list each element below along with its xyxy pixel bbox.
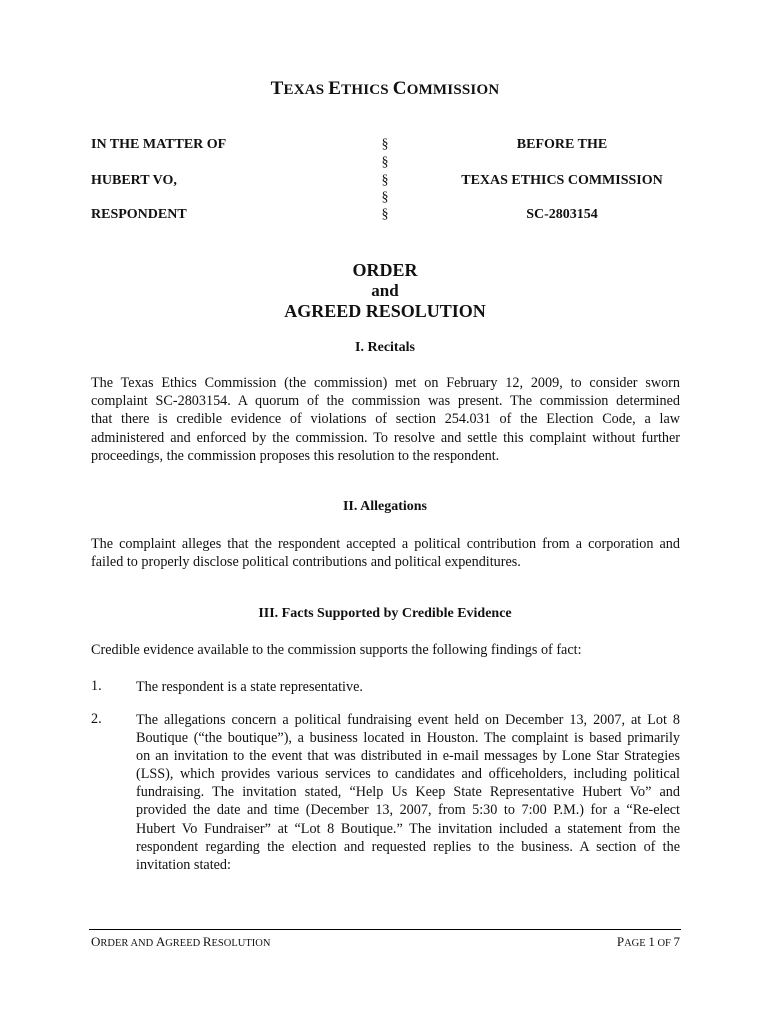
title-part-0: T (270, 78, 284, 99)
footer-right-part: 7 (673, 934, 680, 949)
caption-right-commission: TEXAS ETHICS COMMISSION (461, 173, 663, 188)
footer-left-part: ESOLUTION (211, 938, 271, 949)
footer-right-part: P (616, 934, 625, 949)
paragraph-line: The Texas Ethics Commission (the commission) met on February 12, 2009, to consider sworn (91, 375, 680, 391)
recitals-paragraph (91, 374, 680, 465)
caption-left-respondent: RESPONDENT (91, 207, 187, 222)
title-part-1: EXAS (283, 82, 329, 98)
title-part-3: THICS (341, 82, 393, 98)
order-heading-resolution: AGREED RESOLUTION (284, 301, 486, 321)
title-part-2: E (328, 78, 342, 99)
section-heading-facts: III. Facts Supported by Credible Evidence (258, 606, 512, 621)
paragraph-line: The complaint alleges that the respondent accepted a political contribution from a corporation and (91, 536, 680, 552)
caption-right-case-number: SC-2803154 (526, 207, 598, 222)
footer-page-number (617, 934, 680, 950)
section-symbol: § (381, 137, 389, 152)
footer-divider (89, 929, 681, 930)
paragraph-line: respondent regarding the election and requested replies to the business. A section of the (136, 838, 680, 855)
footer-left-part: RDER AND (100, 938, 156, 949)
paragraph-line: on an invitation to the event that was distributed in e-mail messages by Lone Star Strategies (136, 748, 680, 765)
section-symbol: § (381, 190, 389, 205)
footer-right-part: 1 (648, 934, 655, 949)
paragraph-line: invitation stated: (136, 856, 231, 873)
paragraph-line: provided the date and time (December 13, 2007, from 5:30 to 7:00 P.M.) for a “Re-elect (136, 802, 680, 819)
section-heading-recitals: I. Recitals (355, 340, 415, 355)
paragraph-line: (LSS), which provides various services to candidates and officeholders, including political (136, 766, 680, 783)
section-symbol: § (381, 207, 389, 222)
paragraph-line: Boutique (“the boutique”), a business located in Houston. The complaint is based primarily (136, 730, 680, 747)
title-part-5: OMMISSION (406, 82, 500, 98)
paragraph-line: Credible evidence available to the commission supports the following findings of fact: (91, 642, 582, 658)
footer-document-title (91, 934, 270, 950)
paragraph-line: The respondent is a state representative. (136, 679, 363, 695)
order-heading: ORDER (352, 260, 418, 280)
paragraph-line: proceedings, the commission proposes this resolution to the respondent. (91, 447, 500, 464)
paragraph-line: failed to properly disclose political contributions and political expenditures. (91, 554, 521, 571)
facts-intro (91, 641, 680, 659)
footer-left-part: R (202, 934, 212, 949)
footer-left-part: O (91, 934, 101, 949)
paragraph-line: The allegations concern a political fundraising event held on December 13, 2007, at Lot 8 (136, 712, 680, 728)
footer-left-part: GREED (165, 938, 203, 949)
paragraph-line: fundraising. The invitation stated, “Help Us Keep State Representative Hubert Vo” and (136, 784, 680, 801)
footer-right-part: OF (654, 938, 674, 949)
order-heading-and: and (371, 281, 399, 300)
footer-right-part: AGE (624, 938, 649, 949)
caption-right-before: BEFORE THE (516, 137, 608, 152)
paragraph-line: administered and enforced by the commission. To resolve and settle this complaint without further (91, 429, 680, 446)
item-text (136, 711, 680, 874)
caption-left-name: HUBERT VO, (91, 173, 177, 188)
item-number: 1. (91, 678, 102, 694)
document-title (0, 78, 770, 100)
paragraph-line: complaint SC-2803154. A quorum of the commission was present. The commission determined (91, 393, 680, 410)
paragraph-line: that there is credible evidence of violations of section 254.031 of the Election Code, a law (91, 411, 680, 428)
section-symbol: § (381, 173, 389, 188)
allegations-paragraph (91, 535, 680, 571)
section-symbol: § (381, 155, 389, 170)
item-number: 2. (91, 711, 102, 727)
caption-left-matter: IN THE MATTER OF (91, 137, 227, 152)
item-text (136, 678, 680, 696)
section-heading-allegations: II. Allegations (342, 499, 427, 514)
title-part-4: C (392, 78, 407, 99)
paragraph-line: Hubert Vo Fundraiser” at “Lot 8 Boutique.” The invitation included a statement from the (136, 820, 680, 837)
footer-left-part: A (155, 934, 166, 949)
